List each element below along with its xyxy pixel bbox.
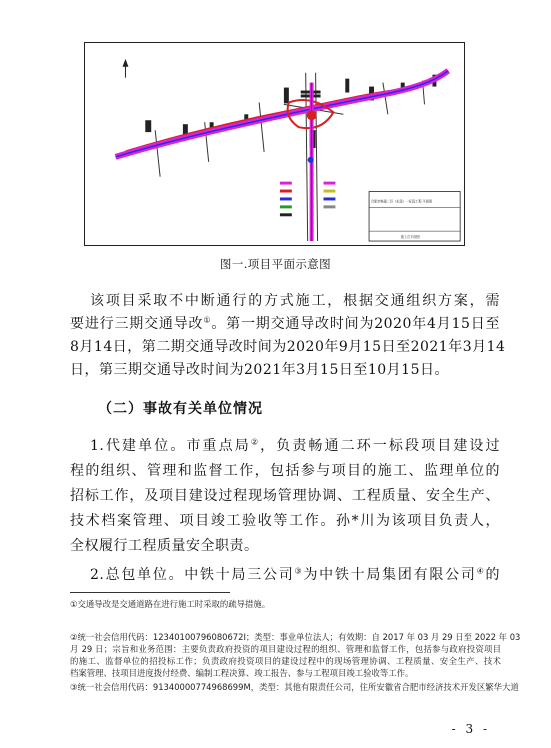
title-block — [369, 192, 460, 242]
footnote-1: ①交通导改是交通道路在进行施工时采取的疏导措施。 — [70, 599, 271, 609]
paragraph1-line4: 日，第三期交通导改时间为2021年3月15日至10月15日。 — [70, 362, 449, 378]
footnote-marker-2: ② — [250, 437, 261, 447]
footnote-divider — [70, 592, 230, 593]
footnote-2-line2: 月 29 日；宗旨和业务范围：主要负责政府投资的项目建设过程的组织、管理和监督工作，包括参与政府投资项目 — [70, 644, 501, 654]
footnote-marker-4: ④ — [476, 566, 486, 576]
footnote-2-line1: ②统一社会信用代码：12340100796080672I；类型：事业单位法人；有效期：自 2017 年 03 月 29 日至 2022 年 03 — [70, 632, 521, 642]
paragraph3-line1-a: 2.总包单位。中铁十局三公司 — [90, 567, 295, 583]
paragraph2-line4: 技术档案管理、项目竣工验收等工作。孙*川为该项目负责人， — [70, 513, 500, 529]
project-plan-figure — [84, 42, 465, 246]
paragraph2-line1 — [90, 437, 500, 455]
paragraph1-line1: 该项目采取不中断通行的方式施工，根据交通组织方案，需 — [90, 293, 500, 309]
north-arrow — [123, 59, 129, 78]
footnote-marker-3: ③ — [294, 566, 304, 576]
paragraph2-line3: 招标工作，及项目建设过程现场管理协调、工程质量、安全生产、 — [70, 488, 500, 504]
paragraph2-line1-b: ，负责畅通二环一标段项目建设过 — [260, 438, 501, 454]
page-number: - 3 - — [451, 722, 490, 736]
main-road — [116, 71, 449, 157]
paragraph3-line1-c: 的 — [485, 567, 501, 583]
footnote-2-line3: 的施工、监督单位的招投标工作；负责政府投资项目的建设过程中的现场管理协调、工程质量、安全生产、技术 — [70, 656, 501, 666]
plan-drawing — [85, 43, 464, 245]
title-block-line2: 施工总平面图 — [400, 235, 420, 240]
section-heading: （二）事故有关单位情况 — [98, 401, 263, 417]
paragraph2-line5: 全权履行工程质量安全职责。 — [70, 538, 259, 554]
footnote-marker-1: ① — [203, 315, 212, 325]
footnote-3: ③统一社会信用代码：91340000774968699M，类型：其他有限责任公司，住所安徽省合肥市经济技术开发区繁华大道 — [70, 682, 519, 692]
paragraph2-line2: 程的组织、管理和监督工作，包括参与项目的施工、监理单位的 — [70, 463, 500, 479]
paragraph2-line1-a: 1.代建单位。市重点局 — [90, 438, 251, 454]
figure-caption: 图一.项目平面示意图 — [219, 257, 332, 271]
paragraph3-line1 — [90, 566, 500, 584]
paragraph3-line1-b: 为中铁十局集团有限公司 — [303, 567, 477, 583]
paragraph1-line2-text: 要进行三期交通导改 — [70, 316, 204, 332]
paragraph1-line2-rest: 。第一期交通导改时间为2020年4月15日至 — [211, 316, 501, 332]
title-block-line1: 合肥市畅通二环（东段）一标段工程 平面图 — [371, 199, 433, 204]
paragraph1-line2 — [70, 315, 500, 333]
footnote-2-line4: 档案管理、技项目进度拨付经费、编制工程决算、竣工报告、参与工程项目竣工验收等工作。 — [70, 668, 414, 678]
paragraph1-line3: 8月14日，第二期交通导改时间为2020年9月15日至2021年3月14 — [70, 339, 506, 355]
